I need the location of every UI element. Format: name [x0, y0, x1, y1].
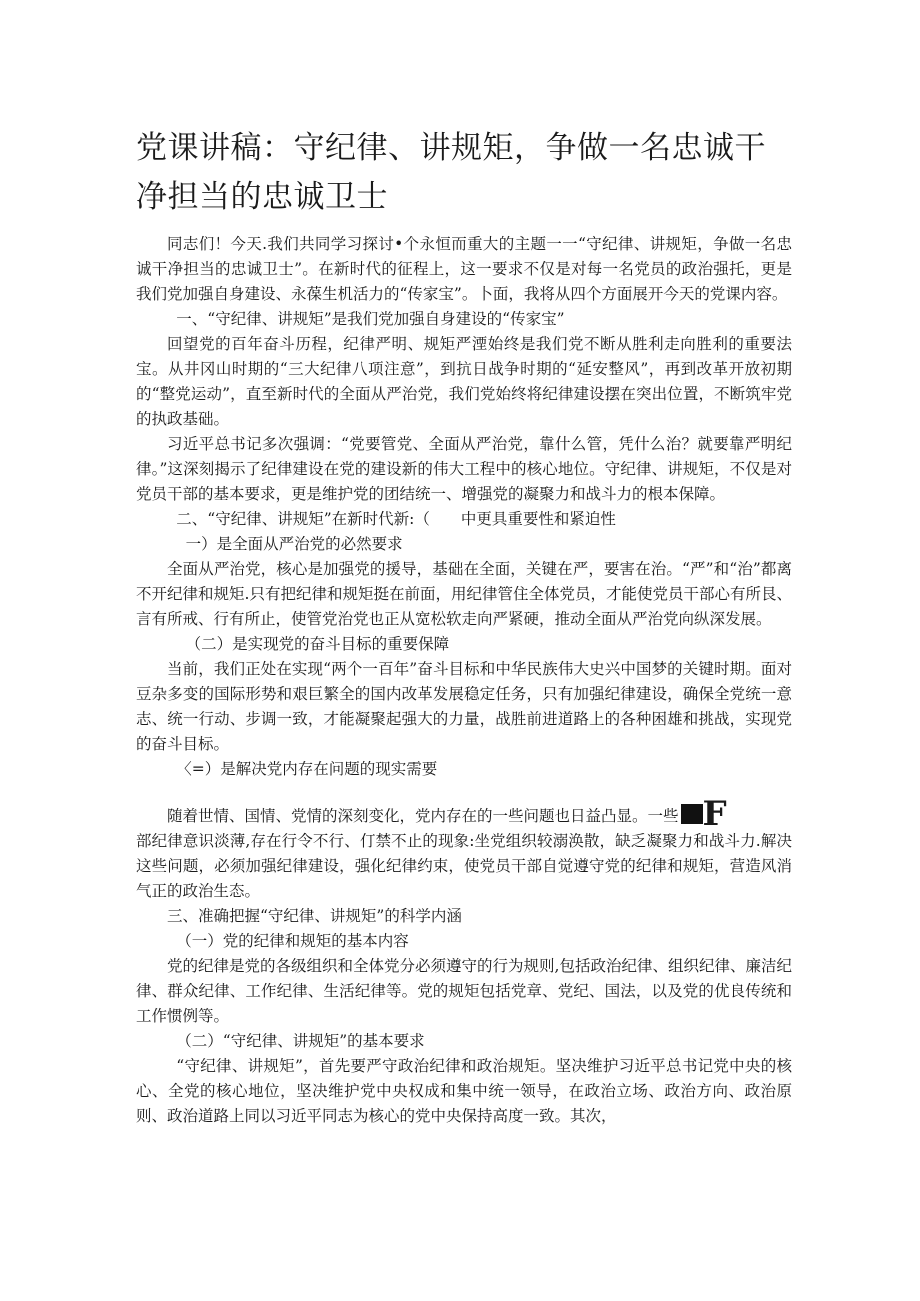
subheading-3-2: （二）“守纪律、讲规矩”的基本要求 [176, 1032, 425, 1050]
stamp-letter: F [702, 794, 727, 834]
paragraph-quote: 习近平总书记多次强调：“党要管党、全面从严治党，靠什么管，凭什么治？就要靠严明纪律。”这深刻揭示了纪律建设在党的建设新的伟大工程中的核心地位。守纪律、讲规矩，不仅是对党员干部的基本要求，更是维护党的团结统一、增强党的凝聚力和战斗力的根本保障。 [136, 435, 792, 503]
subheading-2-3: 〈=）是解决党内存在问题的现实需要 [176, 760, 438, 778]
paragraph-problems-cont: 部纪律意识淡薄,存在行令不行、仃禁不止的现象:坐党组织较溺涣散，缺乏凝聚力和战斗力.解决这些问题，必须加强纪律建设，强化纪律约束，使党员干部自觉遵守党的纪律和规矩，营造风消气正的政治生态。 [136, 832, 792, 900]
section-heading-1: 一、“守纪律、讲规矩”是我们党加强自身建设的“传家宝” [176, 310, 565, 328]
section-heading-2: 二、“守纪律、讲规矩”在新时代新:（ 中更具重要性和紧迫性 [176, 510, 616, 528]
paragraph-goals: 当前，我们正处在实现“两个一百年”奋斗目标和中华民族伟大史兴中国梦的关键时期。面对豆杂多变的国际形势和艰巨繁全的国内改革发展稳定任务，只有加强纪律建设，确保全党统一意志、统一行动、步调一致，才能凝聚起强大的力量，战胜前进道路上的各种困雄和挑战，实现党的奋斗目标。 [136, 660, 792, 753]
paragraph-requirements: “守纪律、讲规矩”，首先要严守政治纪律和政治规矩。坚决维护习近平总书记党中央的核心、全党的核心地位，坚决维护党中央权成和集中统一领导，在政治立场、政治方向、政治原则、政治道路上同以习近平同志为核心的党中央保持高度一致。其次， [136, 1057, 792, 1125]
subheading-3-1: （一）党的纪律和规矩的基本内容 [176, 932, 409, 950]
document-title: 党课讲稿：守纪律、讲规矩，争做一名忠诚干净担当的忠诚卫士 [136, 130, 766, 215]
subheading-2-2: （二）是实现党的奋斗目标的重要保障 [185, 635, 450, 653]
paragraph-history: 回望党的百年奋斗历程，纪律严明、规矩严湮始终是我们党不断从胜利走向胜利的重要法宝。从井冈山时期的“三大纪律八项注意”，到抗日战争时期的“延安整风”，再到改革开放初期的“整党运动”，直至新时代的全面从严治党，我们党始终将纪律建设摆在突出位置，不断筑牢党的执政基础。 [136, 335, 792, 428]
subheading-2-1: 一）是全面从严治党的必然要求 [185, 535, 403, 553]
black-block-mark [681, 804, 703, 824]
paragraph-intro: 同志们！今天.我们共同学习探讨•个永恒而重大的主题一一“守纪律、讲规矩，争做一名忠诚干净担当的忠诚卫士”。在新时代的征程上，这一要求不仅是对每一名党员的政治强托，更是我们党加强自身建设、永葆生机活力的“传家宝”。卜面，我将从四个方面展开今天的党课内容。 [136, 235, 792, 303]
section-heading-3: 三、准确把握“守纪律、讲规矩”的科学内涵 [167, 907, 462, 925]
paragraph-discipline-content: 党的纪律是党的各级组织和全体党分必须遵守的行为规则,包括政治纪律、组织纪律、廉洁纪律、群众纪律、工作纪律、生活纪律等。党的规矩包括党章、党纪、国法，以及党的优良传统和工作惯例等。 [136, 957, 792, 1025]
paragraph-problems-text: 随着世情、国情、党情的深刻变化，党内存在的一些问题也日益凸显。一些 [167, 807, 679, 825]
paragraph-problems-start [136, 794, 792, 834]
paragraph-strict-governance: 全面从严治党，核心是加强党的援导，基础在全面，关键在严，要害在治。“严”和“治”都离不开纪律和规矩.只有把纪律和规矩挺在前面，用纪律管住全体党员，才能使党员干部心有所艮、言有所戒、行有所止，使管党治党也正从宽松软走向严紧硬，推动全面从严治党向纵深发展。 [136, 560, 792, 628]
document-body [136, 232, 792, 1129]
